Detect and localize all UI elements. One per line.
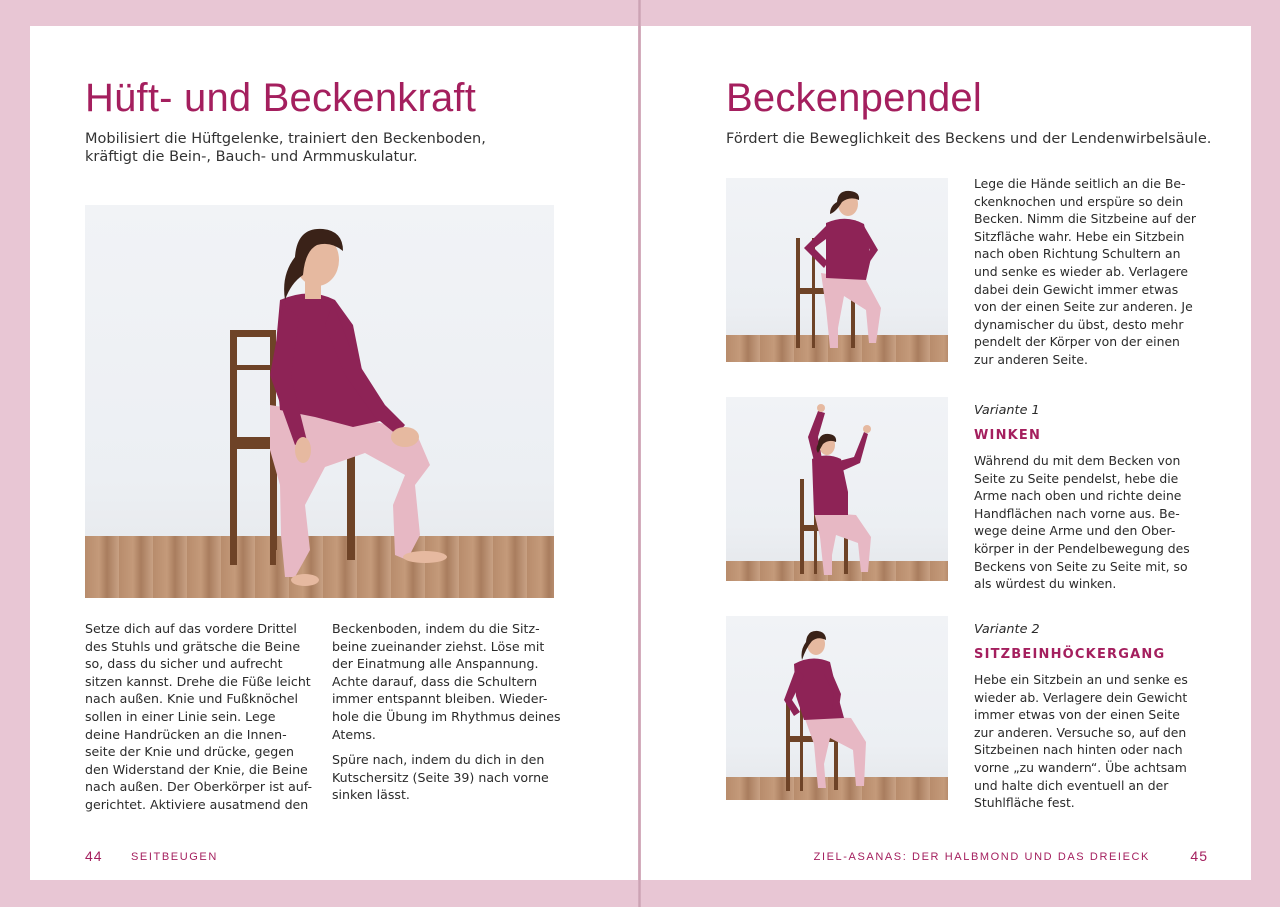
subtitle-right: Fördert die Beweglichkeit des Beckens und der Lendenwirbelsäule. — [726, 131, 1212, 147]
section-label-right: ZIEL-ASANAS: DER HALBMOND UND DAS DREIECK — [813, 851, 1150, 863]
exercise-photo-variant-1 — [726, 397, 948, 581]
instructions-column-1: Setze dich auf das vordere Drittel des Stuhls und grätsche die Beine so, dass du sicher und aufrecht sitzen kannst. Drehe die Füße leicht nach außen. Knie und Fußknöchel sollen in einer Linie sein. Lege deine Handrücken an die Innen- seite der Knie und drücke, gegen den Widerstand der Knie, die Beine nach außen. Der Oberkörper ist auf- gerichtet. Aktiviere ausatmend den — [85, 621, 313, 812]
woman-hands-on-hips-illustration — [726, 178, 948, 362]
exercise-photo-variant-2 — [726, 616, 948, 800]
variant-2-name: SITZBEINHÖCKERGANG — [974, 647, 1166, 662]
basic-instructions: Lege die Hände seitlich an die Be- ckenknochen und erspüre so dein Becken. Nimm die Sitzbeine auf der Sitzfläche wahr. Hebe ein Sitzbein nach oben Richtung Schultern an und senke es wieder ab. Verlagere dabei dein Gewicht immer etwas von der einen Seite zur anderen. Je dynamischer du übst, desto mehr pendelt der Körper von der einen zur anderen Seite. — [974, 176, 1197, 367]
column-2-paragraph-2: Spüre nach, indem du dich in den Kutschersitz (Seite 39) nach vorne sinken lässt. — [332, 752, 549, 803]
woman-sitting-bone-walk-illustration — [726, 616, 948, 800]
section-label-left: SEITBEUGEN — [131, 851, 218, 863]
variant-1-name: WINKEN — [974, 428, 1042, 443]
exercise-photo-basic — [726, 178, 948, 362]
page-title-left: Hüft- und Beckenkraft — [85, 76, 477, 120]
right-page — [641, 26, 1251, 880]
subtitle-left: Mobilisiert die Hüftgelenke, trainiert den Beckenboden, kräftigt die Bein-, Bauch- und Armmuskulatur. — [85, 131, 486, 165]
instructions-column-2 — [332, 620, 572, 812]
seated-woman-illustration — [85, 205, 554, 598]
variant-1-block: Variante 1 WINKEN Während du mit dem Becken von Seite zu Seite pendelst, hebe die Arme nach oben und richte deine Handflächen nach vorne aus. Be- wege deine Arme und den Ober- körper in der Pendelbewegung des Beckens von Seite zu Seite mit, so als würdest du winken. — [974, 403, 1204, 593]
page-title-right: Beckenpendel — [726, 76, 982, 120]
left-page — [30, 26, 638, 880]
variant-1-label: Variante 1 — [974, 403, 1040, 418]
page-number-left: 44 — [85, 848, 103, 864]
variant-2-label: Variante 2 — [974, 622, 1040, 637]
variant-2-block: Variante 2 SITZBEINHÖCKERGANG Hebe ein Sitzbein an und senke es wieder ab. Verlagere dein Gewicht immer etwas von der einen Seite zur anderen. Versuche so, auf den Sitzbeinen nach hinten oder nach vorne „zu wandern“. Übe achtsam und halte dich eventuell an der Stuhlfläche fest. — [974, 622, 1204, 812]
woman-waving-illustration — [726, 397, 948, 581]
page-number-right: 45 — [1190, 848, 1208, 864]
main-exercise-photo — [85, 205, 554, 598]
column-2-paragraph-1: Beckenboden, indem du die Sitz- beine zueinander ziehst. Löse mit der Einatmung alle Anspannung. Achte darauf, dass die Schultern immer entspannt bleiben. Wieder- hole die Übung im Rhythmus deines Atems. — [332, 621, 561, 742]
